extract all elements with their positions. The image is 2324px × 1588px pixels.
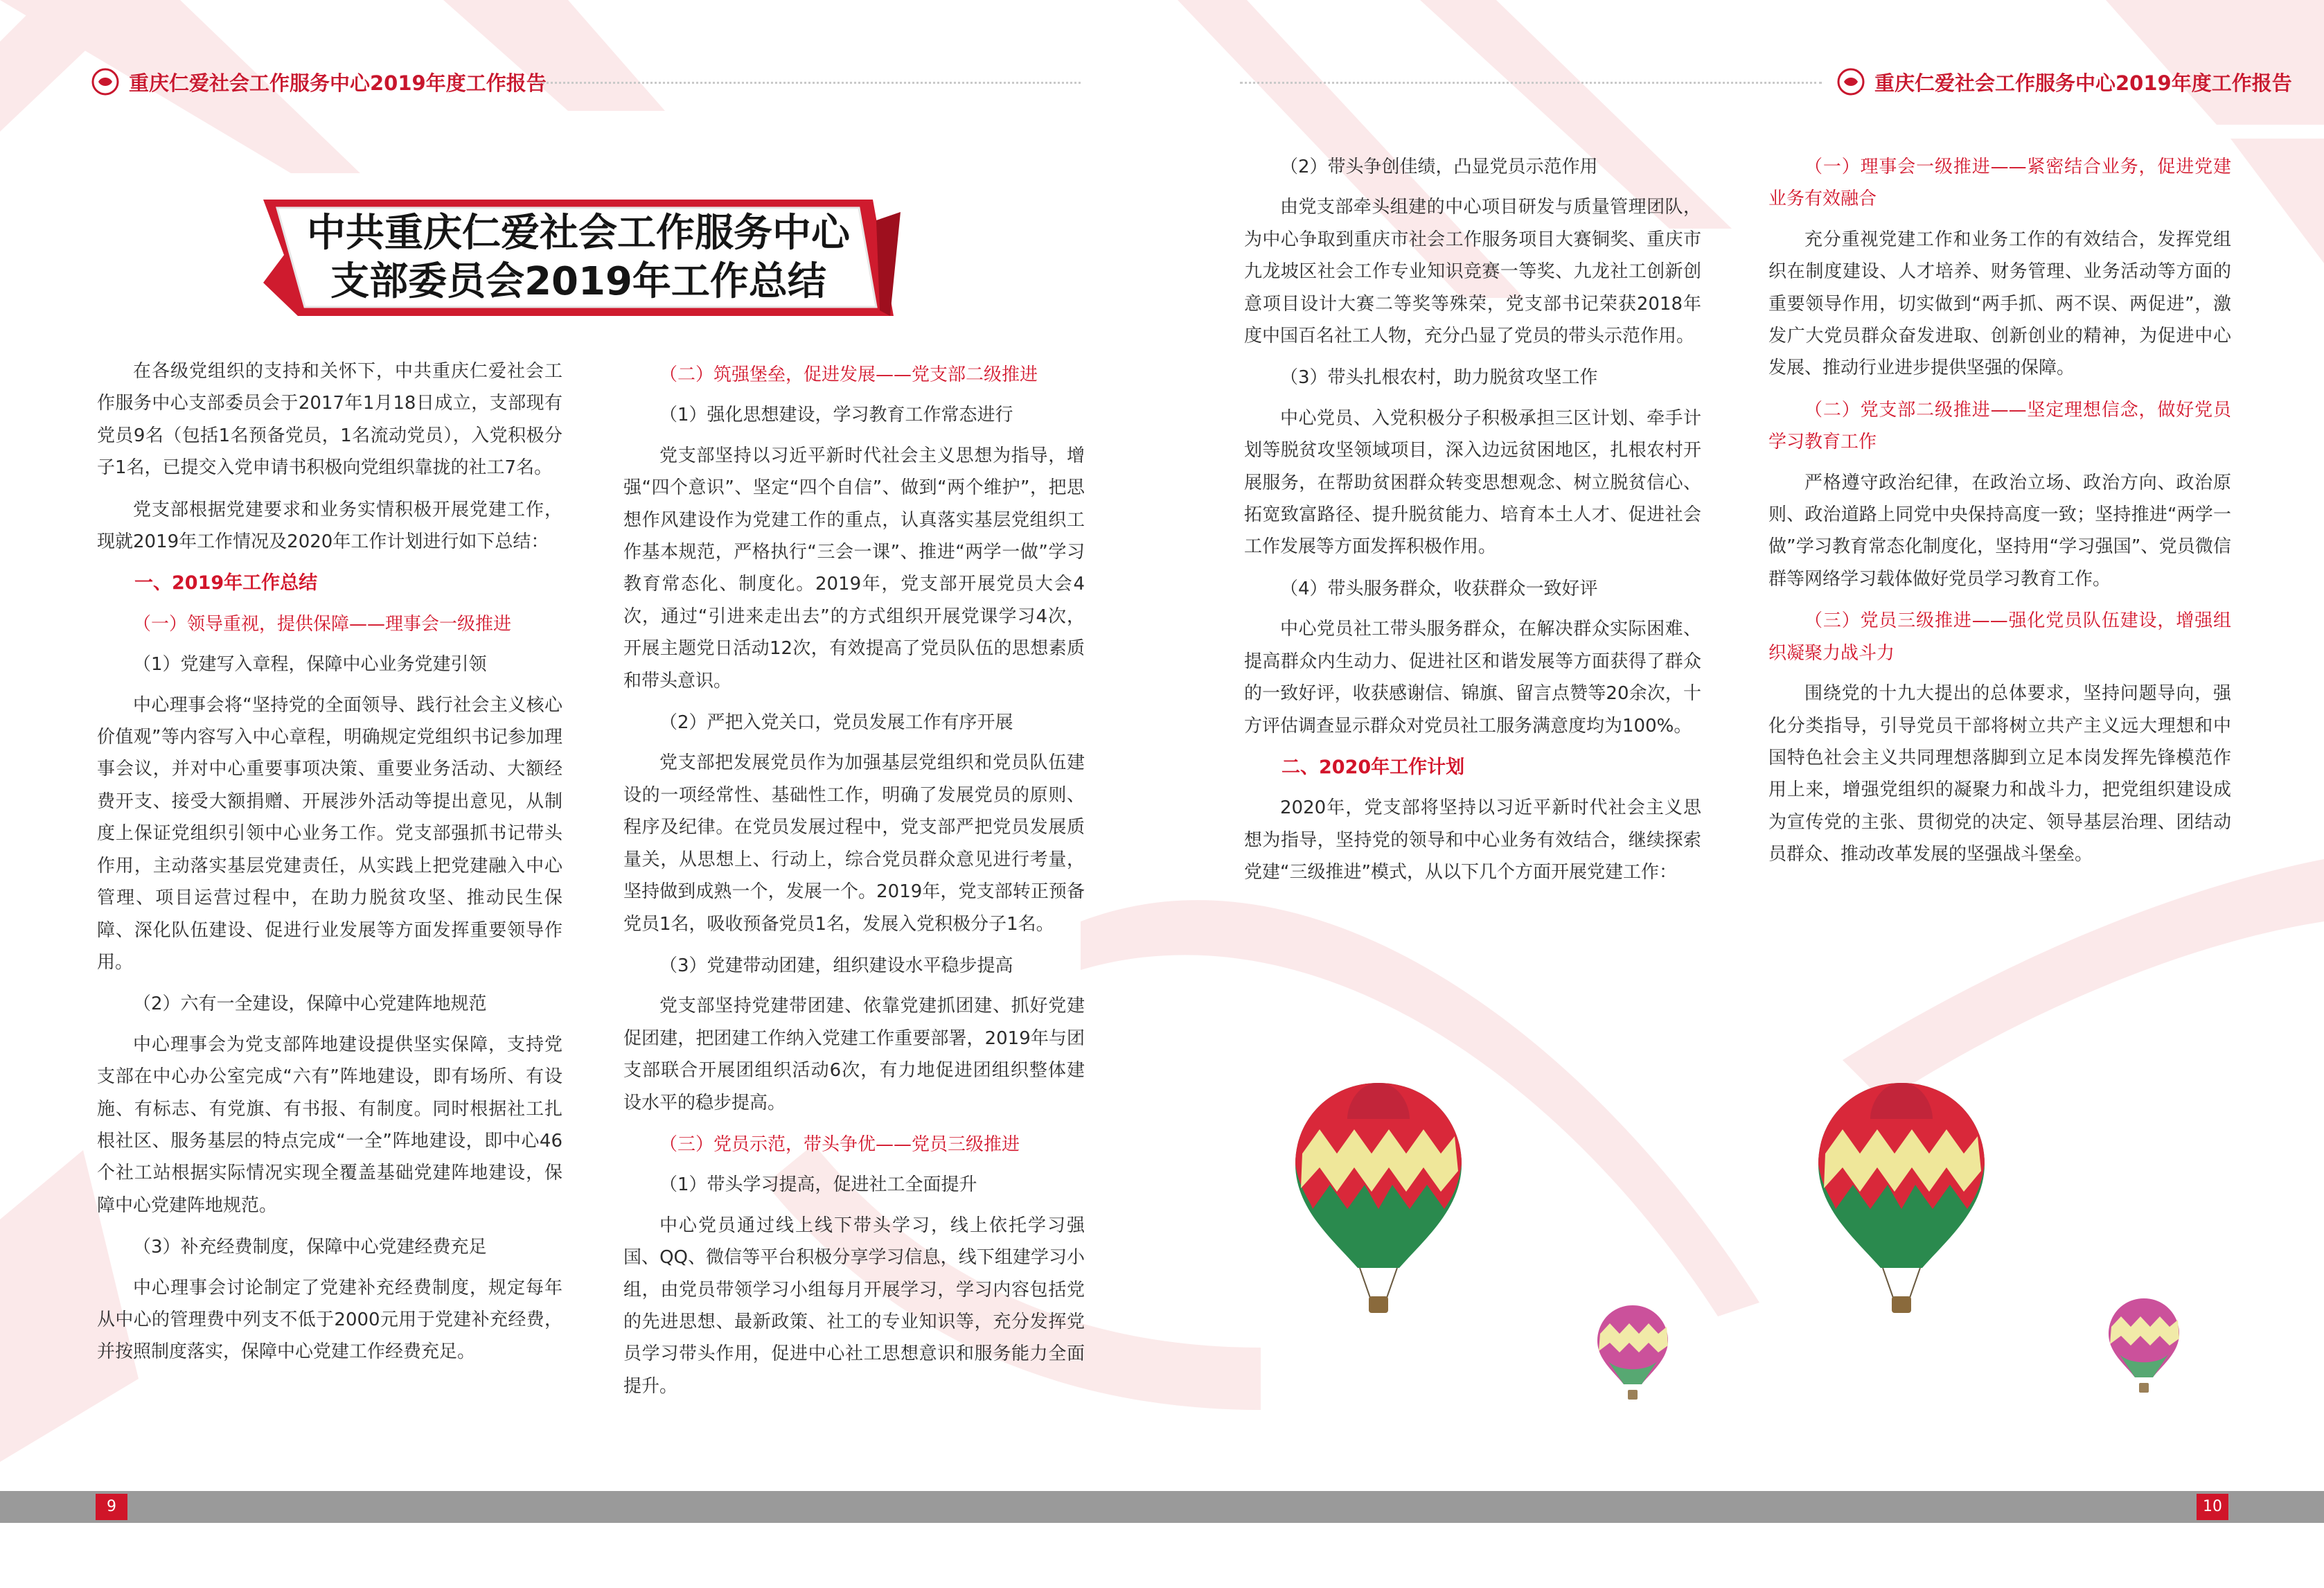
item-heading: （1）强化思想建设，学习教育工作常态进行 [659, 405, 1013, 426]
item-heading: （4）带头服务群众，收获群众一致好评 [1280, 578, 1598, 599]
column-1 [97, 355, 562, 1378]
header-title: 重庆仁爱社会工作服务中心2019年度工作报告 [1874, 71, 2292, 95]
section-heading: 一、2019年工作总结 [134, 572, 318, 594]
page-number-left: 9 [96, 1494, 127, 1520]
org-logo-icon [1837, 68, 1865, 96]
paragraph: 充分重视党建工作和业务工作的有效结合，发挥党组织在制度建设、人才培养、财务管理、业务活动等方面的重要领导作用，切实做到“两手抓、两不误、两促进”，激发广大党员群众奋发进取、创新创业的精神，为促进中心发展、推动行业进步提供坚强的保障。 [1768, 229, 2231, 379]
item-heading: （2）六有一全建设，保障中心党建阵地规范 [133, 994, 487, 1015]
hot-air-balloon-icon [2106, 1296, 2182, 1400]
footer-bar [0, 1491, 2324, 1523]
paragraph: 党支部坚持以习近平新时代社会主义思想为指导，增强“四个意识”、坚定“四个自信”、做到“两个维护”，把思想作风建设作为党建工作的重点，认真落实基层党组织工作基本规范，严格执行“三会一课”、推进“两学一做”学习教育常态化、制度化。2019年，党支部开展党员大会4次，通过“引进来走出去”的方式组织开展党课学习4次，开展主题党日活动12次，有效提高了党员队伍的思想素质和带头意识。 [623, 445, 1085, 691]
item-heading: （3）带头扎根农村，助力脱贫攻坚工作 [1280, 367, 1598, 389]
paragraph: 中心党员、入党积极分子积极承担三区计划、牵手计划等脱贫攻坚领域项目，深入边远贫困地区，扎根农村开展服务，在帮助贫困群众转变思想观念、树立脱贫信心、拓宽致富路径、提升脱贫能力、培育本土人才、促进社会工作发展等方面发挥积极作用。 [1244, 407, 1701, 558]
title-banner-text [284, 209, 873, 306]
subsection-heading: （二）党支部二级推进——坚定理想信念，做好党员学习教育工作 [1768, 399, 2231, 453]
header-right [1837, 67, 2292, 97]
paragraph: 党支部坚持党建带团建、依靠党建抓团建、抓好党建促团建，把团建工作纳入党建工作重要部署，2019年与团支部联合开展团组织活动6次，有力地促进团组织整体建设水平的稳步提高。 [623, 996, 1085, 1113]
hot-air-balloon-icon [1288, 1077, 1469, 1320]
subsection-heading: （三）党员示范，带头争优——党员三级推进 [659, 1133, 1020, 1155]
paragraph: 党支部把发展党员作为加强基层党组织和党员队伍建设的一项经常性、基础性工作，明确了发展党员的原则、程序及纪律。在党员发展过程中，党支部严把党员发展质量关，从思想上、行动上，综合党员群众意见进行考量，坚持做到成熟一个，发展一个。2019年，党支部转正预备党员1名，吸收预备党员1名，发展入党积极分子1名。 [623, 752, 1085, 935]
paragraph: 中心理事会讨论制定了党建补充经费制度，规定每年从中心的管理费中列支不低于2000元用于党建补充经费，并按照制度落实，保障中心党建工作经费充足。 [97, 1277, 562, 1363]
column-4 [1768, 151, 2231, 881]
page-number-right: 10 [2197, 1494, 2228, 1520]
paragraph: 严格遵守政治纪律，在政治立场、政治方向、政治原则、政治道路上同党中央保持高度一致；坚持推进“两学一做”学习教育常态化制度化，坚持用“学习强国”、党员微信群等网络学习载体做好党员学习教育工作。 [1768, 472, 2231, 590]
header-divider-right [1240, 82, 1822, 84]
paragraph: 党支部根据党建要求和业务实情积极开展党建工作，现就2019年工作情况及2020年工作计划进行如下总结： [97, 499, 562, 553]
item-heading: （2）带头争创佳绩，凸显党员示范作用 [1280, 157, 1598, 177]
hot-air-balloon-icon [1595, 1303, 1671, 1406]
item-heading: （3）补充经费制度，保障中心党建经费充足 [133, 1237, 487, 1258]
subsection-heading: （一）理事会一级推进——紧密结合业务，促进党建业务有效融合 [1768, 157, 2231, 210]
item-heading: （1）带头学习提高，促进社工全面提升 [659, 1174, 977, 1196]
column-2 [623, 359, 1085, 1412]
column-3 [1244, 151, 1701, 899]
header-divider-left [533, 82, 1081, 84]
header-left [91, 67, 547, 97]
paragraph: 中心党员通过线上线下带头学习，线上依托学习强国、QQ、微信等平台积极分享学习信息，线下组建学习小组，由党员带领学习小组每月开展学习，学习内容包括党的先进思想、最新政策、社工的专业知识等，充分发挥党员学习带头作用，促进中心社工思想意识和服务能力全面提升。 [623, 1215, 1085, 1397]
paragraph: 中心理事会为党支部阵地建设提供坚实保障，支持党支部在中心办公室完成“六有”阵地建设，即有场所、有设施、有标志、有党旗、有书报、有制度。同时根据社工扎根社区、服务基层的特点完成“一全”阵地建设，即中心46个社工站根据实际情况实现全覆盖基础党建阵地建设，保障中心党建阵地规范。 [97, 1034, 562, 1216]
subsection-heading: （三）党员三级推进——强化党员队伍建设，增强组织凝聚力战斗力 [1768, 610, 2231, 664]
subsection-heading: （二）筑强堡垒，促进发展——党支部二级推进 [659, 364, 1038, 385]
banner-title-line1: 中共重庆仁爱社会工作服务中心 [307, 211, 850, 256]
subsection-heading: （一）领导重视，提供保障——理事会一级推进 [133, 613, 512, 635]
hot-air-balloon-icon [1811, 1077, 1992, 1320]
paragraph: 围绕党的十九大提出的总体要求，坚持问题导向，强化分类指导，引导党员干部将树立共产主义远大理想和中国特色社会主义共同理想落脚到立足本岗发挥先锋模范作用上来，增强党组织的凝聚力和战斗力，把党组织建设成为宣传党的主张、贯彻党的决定、领导基层治理、团结动员群众、推动改革发展的坚强战斗堡垒。 [1768, 683, 2231, 865]
item-heading: （1）党建写入章程，保障中心业务党建引领 [133, 654, 487, 676]
banner-title-line2: 支部委员会2019年工作总结 [330, 259, 826, 304]
paragraph: 由党支部牵头组建的中心项目研发与质量管理团队，为中心争取到重庆市社会工作服务项目大赛铜奖、重庆市九龙坡区社会工作专业知识竞赛一等奖、九龙社工创新创意项目设计大赛二等奖等殊荣，党支部书记荣获2018年度中国百名社工人物，充分凸显了党员的带头示范作用。 [1244, 197, 1701, 347]
section-heading: 二、2020年工作计划 [1281, 756, 1465, 778]
item-heading: （3）党建带动团建，组织建设水平稳步提高 [659, 955, 1013, 976]
header-title: 重庆仁爱社会工作服务中心2019年度工作报告 [129, 71, 547, 95]
paragraph: 中心党员社工带头服务群众，在解决群众实际困难、提高群众内生动力、促进社区和谐发展等方面获得了群众的一致好评，收获感谢信、锦旗、留言点赞等20余次，十方评估调查显示群众对党员社工服务满意度均为100%。 [1244, 619, 1701, 736]
item-heading: （2）严把入党关口，党员发展工作有序开展 [659, 712, 1013, 734]
org-logo-icon [91, 68, 119, 96]
paragraph: 2020年，党支部将坚持以习近平新时代社会主义思想为指导，坚持党的领导和中心业务有效结合，继续探索党建“三级推进”模式，从以下几个方面开展党建工作： [1244, 797, 1701, 883]
paragraph: 中心理事会将“坚持党的全面领导、践行社会主义核心价值观”等内容写入中心章程，明确规定党组织书记参加理事会议，并对中心重要事项决策、重要业务活动、大额经费开支、接受大额捐赠、开展涉外活动等提出意见，从制度上保证党组织引领中心业务工作。党支部强抓书记带头作用，主动落实基层党建责任，从实践上把党建融入中心管理、项目运营过程中，在助力脱贫攻坚、推动民生保障、深化队伍建设、促进行业发展等方面发挥重要领导作用。 [97, 694, 562, 973]
paragraph: 在各级党组织的支持和关怀下，中共重庆仁爱社会工作服务中心支部委员会于2017年1月18日成立，支部现有党员9名（包括1名预备党员，1名流动党员），入党积极分子1名，已提交入党申请书积极向党组织靠拢的社工7名。 [97, 361, 562, 479]
